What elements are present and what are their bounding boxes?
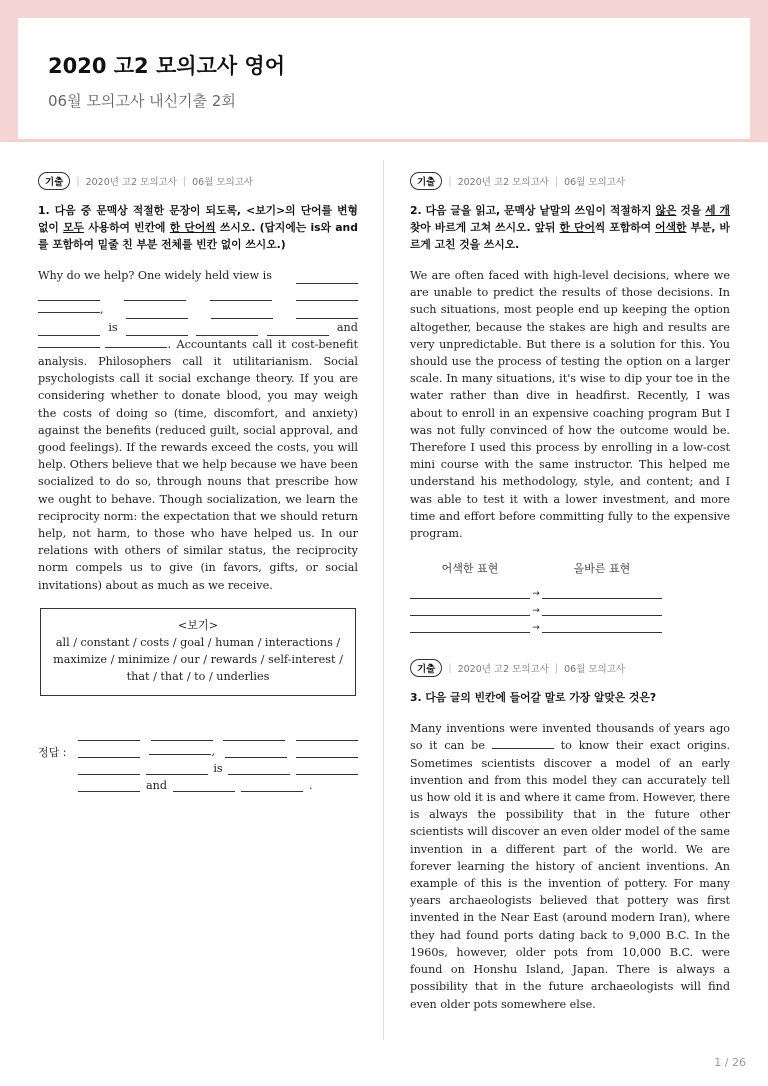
blank[interactable] xyxy=(38,302,100,313)
word-bank-words: all / constant / costs / goal / human / interactions / maximize / minimize / our / rewards / self-interest / that / that / to / underlies xyxy=(53,635,343,683)
blank[interactable] xyxy=(296,290,358,301)
answer-blank[interactable] xyxy=(225,747,287,758)
answer-blank[interactable] xyxy=(78,730,140,741)
blank[interactable] xyxy=(126,325,188,336)
answer-blank[interactable] xyxy=(151,730,213,741)
wrong-expression-blank[interactable] xyxy=(410,621,530,633)
right-expression-blank[interactable] xyxy=(542,604,662,616)
answer-blank[interactable] xyxy=(223,730,285,741)
q2-source: 기출 | 2020년 고2 모의고사 | 06월 모의고사 xyxy=(410,172,730,190)
q3-title: 3. 다음 글의 빈칸에 들어갈 말로 가장 알맞은 것은? xyxy=(410,691,657,705)
question-1 xyxy=(38,172,358,792)
blank[interactable] xyxy=(38,337,100,348)
top-accent-bar xyxy=(0,0,768,18)
answer-blank[interactable] xyxy=(173,781,235,792)
blank[interactable] xyxy=(38,325,100,336)
answer-blank[interactable] xyxy=(78,747,140,758)
right-column xyxy=(410,172,730,1013)
arrow-icon: → xyxy=(532,623,540,634)
page-title: 2020 고2 모의고사 영어 xyxy=(48,54,285,78)
q2-passage: We are often faced with high-level decisions, where we are unable to predict the results of those decisions. In such situations, most people end up keeping the option altogether, because the stakes are high and results are very unpredictable. But there is a solution for this. You should use the process of testing the option on a larger scale. In many situations, it's wise to dip your toe in the water rather than dive in headfirst. Recently, I was about to enroll in an expensive coaching program But I was not fully convinced of how the outcome would be. Therefore I used this process by enrolling in a low-cost mini course with the same instructor. This helped me understand his methodology, style, and content; and I was able to test it with a lower investment, and more time and effort before committing fully to the expensive program. xyxy=(410,269,730,541)
column-divider xyxy=(383,160,384,1040)
blank[interactable] xyxy=(267,325,329,336)
blank[interactable] xyxy=(296,273,358,284)
q1-source: 기출 | 2020년 고2 모의고사 | 06월 모의고사 xyxy=(38,172,358,190)
header-card xyxy=(0,18,768,142)
col-right-header: 올바른 표현 xyxy=(573,562,631,576)
blank[interactable] xyxy=(196,325,258,336)
question-2 xyxy=(410,172,730,633)
blank[interactable] xyxy=(210,290,272,301)
wrong-expression-blank[interactable] xyxy=(410,604,530,616)
q3-badge: 기출 xyxy=(410,659,442,677)
q3-passage: Many inventions were invented thousands of years ago so it can be to know their exact origins. Sometimes scientists discover a model of an early invention and from this model they can accurately tell us how old it is and where it came from. However, there is always the possibility that in the future other scientists will discover an even older model of the same invention in a different part of the world. We are forever learning the history of ancient inventions. An example of this is the invention of pottery. For many years archaeologists believed that pottery was first invented in the Near East (around modern Iran), where they had found ports dating back to 9,000 B.C. In the 1960s, however, older pots from 10,000 B.C. were found on Honshu Island, Japan. There is always a possibility that in the future archaeologists will find even older pots somewhere else. xyxy=(410,722,731,1011)
q2-badge: 기출 xyxy=(410,172,442,190)
q3-source: 기출 | 2020년 고2 모의고사 | 06월 모의고사 xyxy=(410,659,730,677)
q2-source-month: 06월 모의고사 xyxy=(564,177,626,188)
q1-source-year: 2020년 고2 모의고사 xyxy=(85,177,177,188)
answer-blank[interactable] xyxy=(228,764,290,775)
answer-blank[interactable] xyxy=(146,764,208,775)
word-bank-title: <보기> xyxy=(177,618,219,632)
answer-blank[interactable] xyxy=(78,764,140,775)
answer-blank[interactable] xyxy=(149,744,211,755)
q1-answer-area: 정답 : , is and . xyxy=(38,724,358,792)
word-bank-box xyxy=(40,608,356,696)
q2-answer-table xyxy=(410,560,730,633)
q1-badge: 기출 xyxy=(38,172,70,190)
q3-source-month: 06월 모의고사 xyxy=(564,664,626,676)
q2-source-year: 2020년 고2 모의고사 xyxy=(457,177,549,188)
arrow-icon: → xyxy=(532,589,540,600)
arrow-icon: → xyxy=(532,606,540,617)
answer-blank[interactable] xyxy=(78,781,140,792)
blank[interactable] xyxy=(296,308,358,319)
blank[interactable] xyxy=(126,308,188,319)
answer-blank[interactable] xyxy=(296,764,358,775)
answer-blank[interactable] xyxy=(296,730,358,741)
q3-source-year: 2020년 고2 모의고사 xyxy=(457,664,549,676)
q2-title: 2. 다음 글을 읽고, 문맥상 낱말의 쓰임이 적절하지 않은 것을 세 개 찾아 바르게 고쳐 쓰시오. 앞뒤 한 단어씩 포함하여 어색한 부분, 바르게 고친 것을 쓰시오. xyxy=(410,204,730,251)
wrong-expression-blank[interactable] xyxy=(410,587,530,599)
page-subtitle: 06월 모의고사 내신기출 2회 xyxy=(48,92,236,110)
blank[interactable] xyxy=(492,738,554,749)
blank[interactable] xyxy=(38,290,100,301)
col-wrong-header: 어색한 표현 xyxy=(441,562,499,576)
q1-source-month: 06월 모의고사 xyxy=(192,177,254,188)
right-expression-blank[interactable] xyxy=(542,621,662,633)
q1-title: 1. 다음 중 문맥상 적절한 문장이 되도록, <보기>의 단어를 변형 없이 모두 사용하여 빈칸에 한 단어씩 쓰시오. (답지에는 is와 and를 포함하여 밑줄 친 부분 전체를 빈칸 없이 쓰시오.) xyxy=(38,204,358,251)
blank[interactable] xyxy=(211,308,273,319)
answer-blank[interactable] xyxy=(296,747,358,758)
answer-label: 정답 : xyxy=(38,745,67,759)
blank[interactable] xyxy=(124,290,186,301)
answer-blank[interactable] xyxy=(241,781,303,792)
right-expression-blank[interactable] xyxy=(542,587,662,599)
q1-passage: Why do we help? One widely held view is , is and . Accountants call it cost-benefit analysis. Philosophers call it utilitarianism. Social psychologists call it social exchange theory. If you are considering whether to donate blood, you may weigh the costs of doing so (time, discomfort, and anxiety) against the benefits (reduced guilt, social approval, and good feelings). If the rewards exceed the costs, you will help. Others believe that we help because we have been socialized to do so, through nouns that prescribe how we ought to behave. Though socialization, we learn the reciprocity norm: the expectation that we should return help, not harm, to those who have helped us. In our relations with others of similar status, the reciprocity norm compels us to give (in favors, gifts, or social invitations) about as much as we receive. xyxy=(38,268,358,592)
page-number: 1 / 26 xyxy=(714,1056,746,1069)
blank[interactable] xyxy=(105,337,167,348)
question-3 xyxy=(410,659,730,1012)
